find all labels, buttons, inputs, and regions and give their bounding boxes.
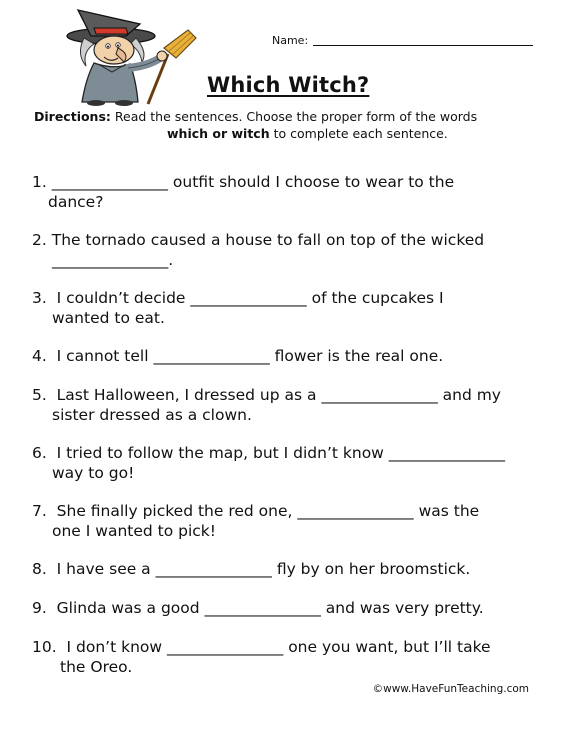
- page-title: Which Witch?: [207, 73, 370, 97]
- question-6: 6. I tried to follow the map, but I didn’t know _______________ way to go!: [32, 444, 506, 482]
- directions-text-line1: Read the sentences. Choose the proper form of the words: [114, 109, 478, 124]
- name-label: Name:: [272, 34, 309, 47]
- question-7: 7. She finally picked the red one, _______________ was the one I wanted to pick!: [32, 502, 480, 540]
- name-field[interactable]: [272, 34, 533, 47]
- witch-illustration-icon: [56, 8, 201, 106]
- name-blank-line[interactable]: [313, 44, 533, 46]
- question-9: 9. Glinda was a good _______________ and was very pretty.: [32, 599, 484, 617]
- answer-blank[interactable]: _______________: [167, 638, 284, 656]
- question-8: 8. I have see a _______________ fly by on her broomstick.: [32, 560, 471, 578]
- directions-words: which or witch: [167, 126, 270, 141]
- question-5: 5. Last Halloween, I dressed up as a _______________ and my sister dressed as a clown.: [32, 386, 501, 424]
- answer-blank[interactable]: _______________: [51, 173, 168, 191]
- answer-blank[interactable]: _______________: [321, 386, 438, 404]
- copyright-text: ©www.HaveFunTeaching.com: [372, 683, 529, 695]
- directions-text-line2: to complete each sentence.: [273, 126, 448, 141]
- answer-blank[interactable]: _______________: [204, 599, 321, 617]
- answer-blank[interactable]: _______________: [52, 251, 169, 269]
- answer-blank[interactable]: _______________: [153, 347, 270, 365]
- answer-blank[interactable]: _______________: [190, 289, 307, 307]
- question-2: 2. The tornado caused a house to fall on top of the wicked _______________.: [32, 231, 485, 269]
- question-4: 4. I cannot tell _______________ flower is the real one.: [32, 347, 444, 365]
- answer-blank[interactable]: _______________: [155, 560, 272, 578]
- answer-blank[interactable]: _______________: [297, 502, 414, 520]
- question-1: 1. _______________ outfit should I choose to wear to the dance?: [32, 173, 455, 211]
- directions-label: Directions:: [34, 109, 111, 124]
- answer-blank[interactable]: _______________: [388, 444, 506, 462]
- directions: [34, 108, 524, 142]
- question-10: 10. I don’t know _______________ one you want, but I’ll take the Oreo.: [32, 638, 491, 676]
- question-3: 3. I couldn’t decide _______________ of the cupcakes I wanted to eat.: [32, 289, 444, 327]
